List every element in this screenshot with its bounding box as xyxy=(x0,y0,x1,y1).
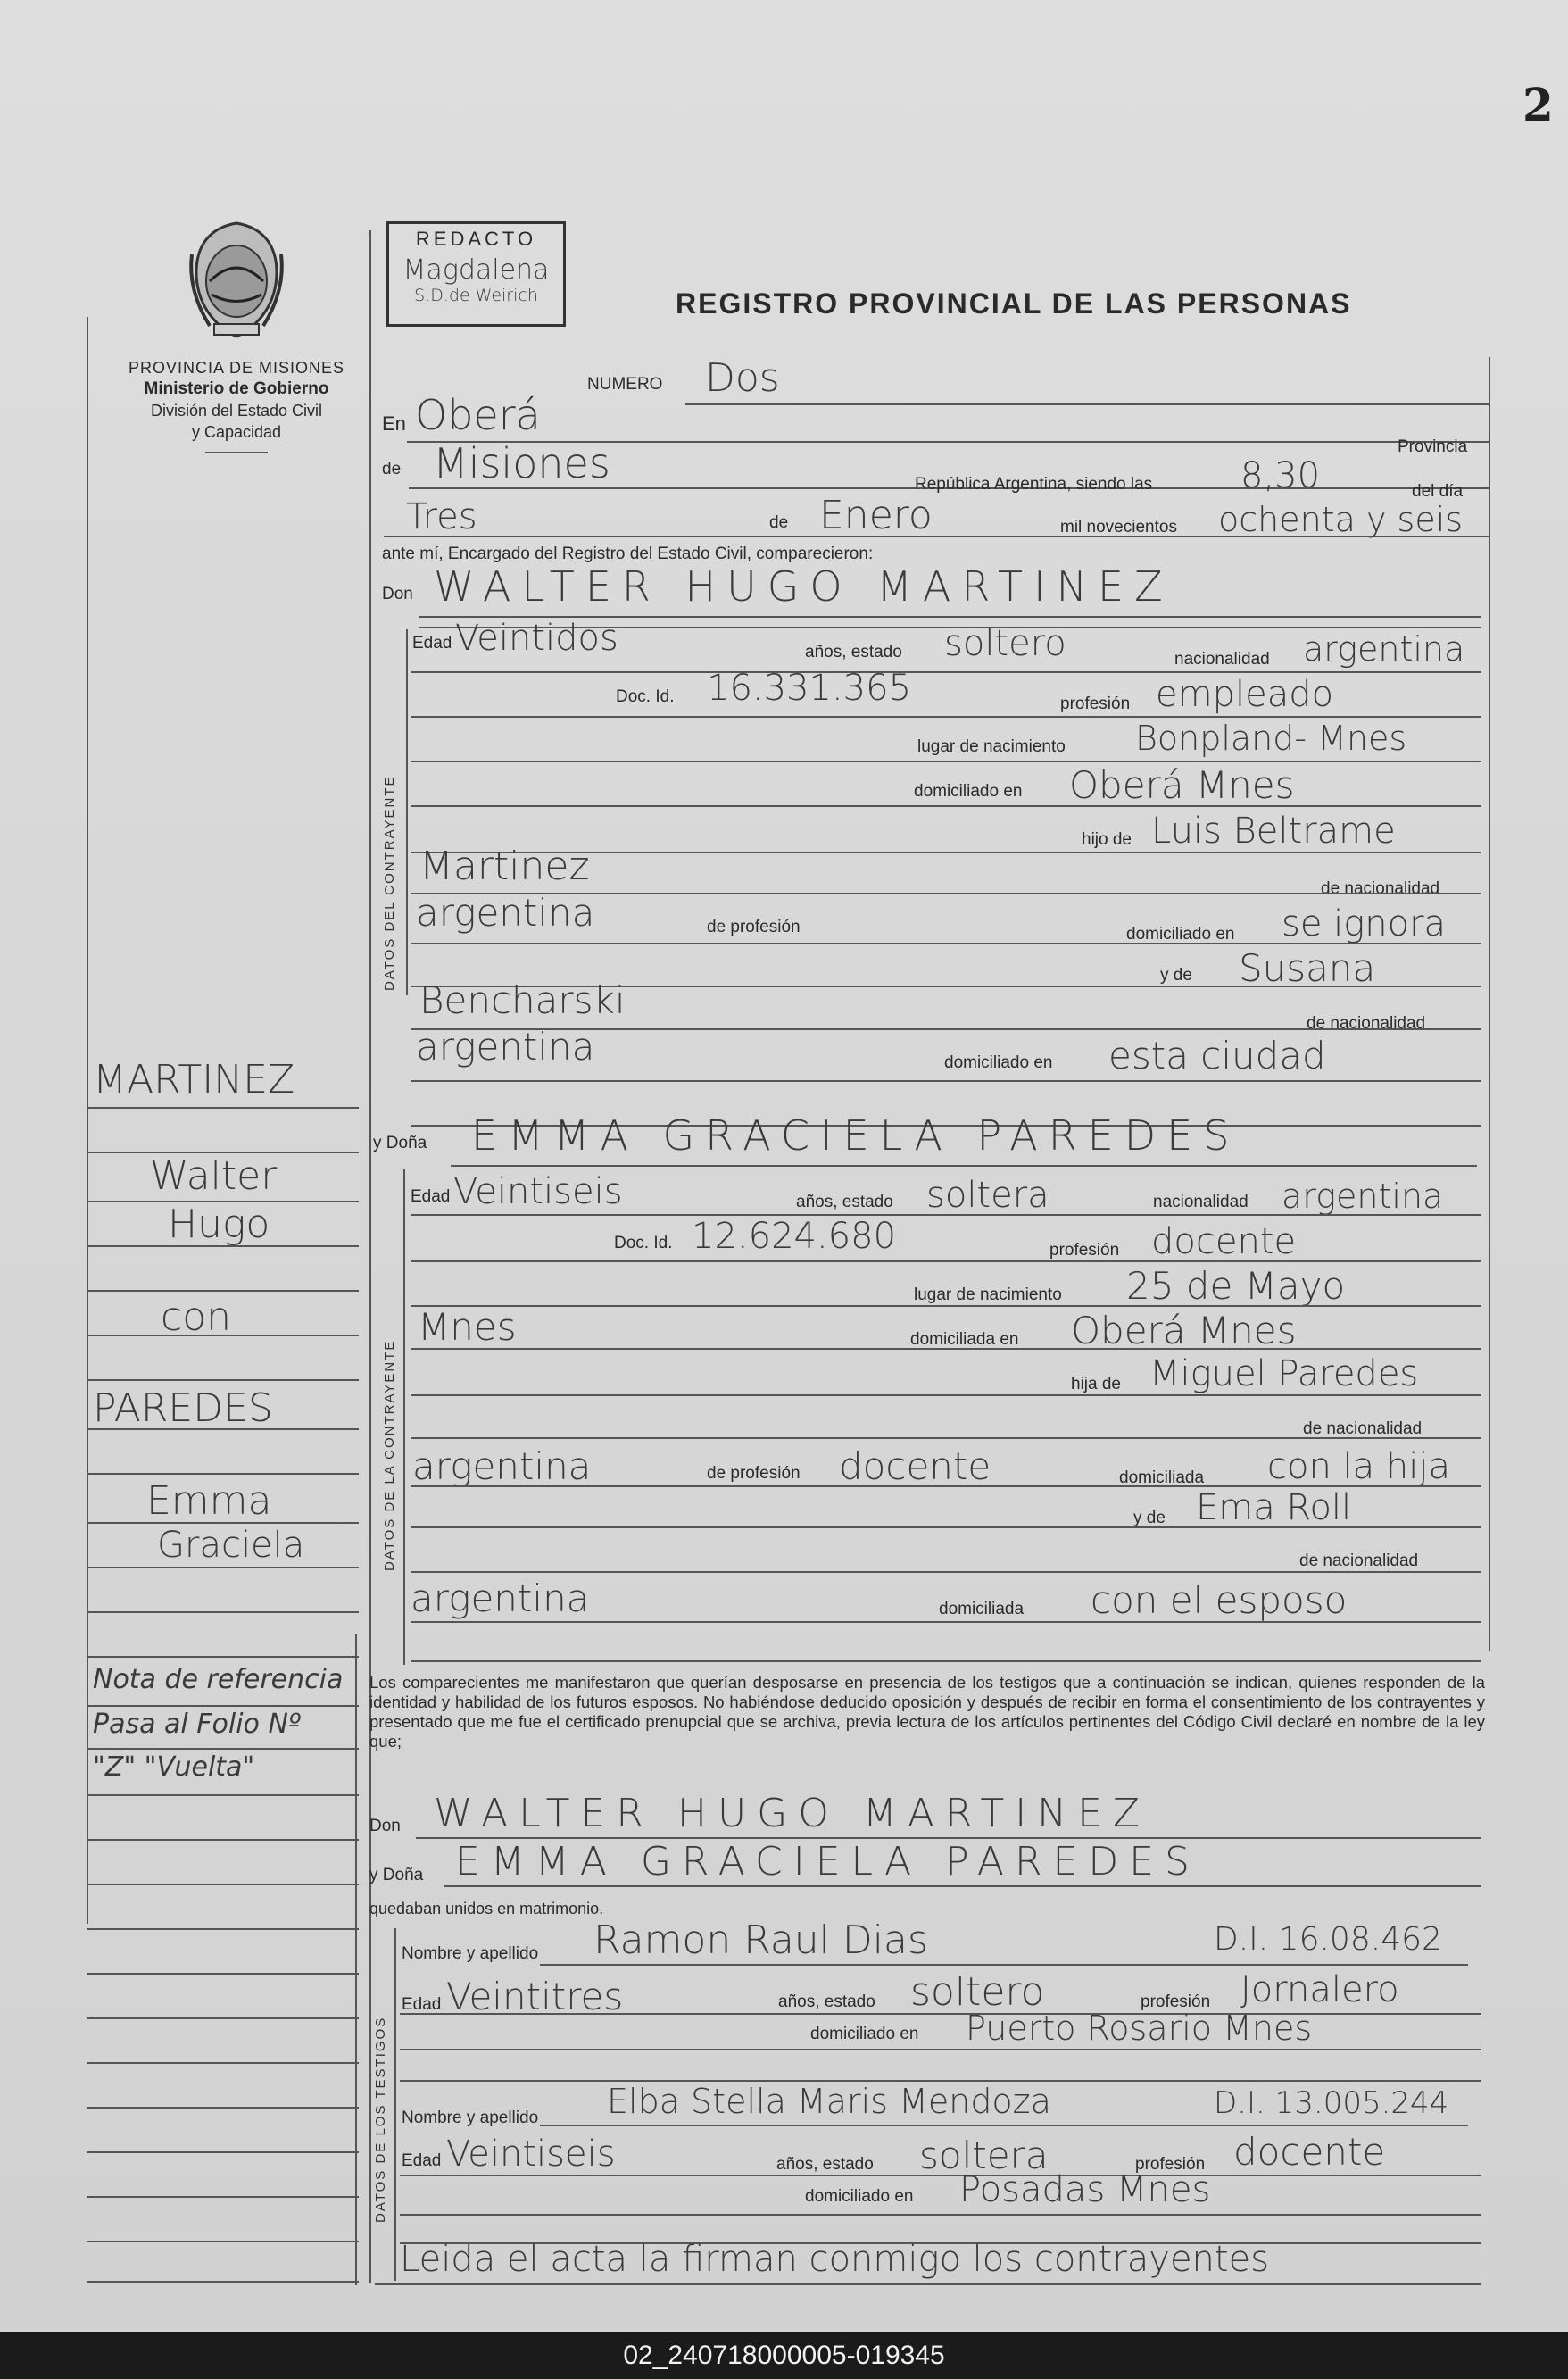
ante-label: ante mí, Encargado del Registro del Estado Civil, comparecieron: xyxy=(382,545,874,563)
contrayenta-de-nacionalidad-label: de nacionalidad xyxy=(1303,1419,1423,1438)
coat-of-arms-emblem xyxy=(183,219,290,344)
numero-value: Dos xyxy=(705,355,780,401)
margin-surname-1: MARTINEZ xyxy=(93,1057,295,1102)
contrayente-hijo-label: hijo de xyxy=(1082,830,1132,849)
anio-value: ochenta y seis xyxy=(1218,500,1464,539)
contrayente-section-label: DATOS DEL CONTRAYENTE xyxy=(382,775,397,991)
document-title: REGISTRO PROVINCIAL DE LAS PERSONAS xyxy=(676,287,1352,320)
contrayenta-domicilio: Oberá Mnes xyxy=(1071,1309,1297,1352)
de-mes-label: de xyxy=(769,513,789,532)
mil-label: mil novecientos xyxy=(1060,518,1177,537)
margin-given-2b: Graciela xyxy=(157,1525,305,1566)
contrayenta-padre-domicilio: con la hija xyxy=(1267,1446,1450,1487)
contrayenta-nacionalidad: argentina xyxy=(1282,1177,1444,1216)
margin-note-1: Nota de referencia xyxy=(93,1664,344,1695)
contrayenta-edad-label: Edad xyxy=(411,1187,451,1206)
margin-note-3: "Z" "Vuelta" xyxy=(93,1751,255,1783)
margin-note-2: Pasa al Folio Nº xyxy=(93,1709,302,1740)
testigo1-nombre: Ramon Raul Dias xyxy=(593,1917,928,1963)
testigo2-doc: D.I. 13.005.244 xyxy=(1214,2085,1449,2121)
testigo2-domicilio-label: domiciliado en xyxy=(805,2187,914,2206)
testigo2-profesion-label: profesión xyxy=(1135,2155,1206,2174)
sidebar-header-line4: y Capacidad xyxy=(191,423,282,441)
contrayenta-edad: Veintiseis xyxy=(453,1171,623,1212)
contrayenta-y-de-label: y de xyxy=(1133,1509,1166,1527)
testigo2-estado: soltera xyxy=(919,2134,1049,2177)
margin-given-2a: Emma xyxy=(146,1478,272,1524)
contrayenta-padre: Miguel Paredes xyxy=(1149,1353,1419,1394)
contrayente-lugar-label: lugar de nacimiento xyxy=(917,737,1066,756)
testigo1-edad-label: Edad xyxy=(402,1995,442,2014)
contrayenta-padre-domicilio-label: domiciliada xyxy=(1119,1468,1205,1487)
del-dia-label: del día xyxy=(1412,482,1464,501)
contrayente-y-de-label: y de xyxy=(1160,966,1192,985)
testigo1-anios-label: años, estado xyxy=(778,1992,875,2011)
contrayenta-lugar-label: lugar de nacimiento xyxy=(914,1285,1062,1304)
testigo1-domicilio: Puerto Rosario Mnes xyxy=(966,2009,1313,2048)
provincia-label: Provincia xyxy=(1398,437,1468,456)
contrayenta-domicilio-label: domiciliada en xyxy=(910,1330,1019,1349)
contrayenta-doc-label: Doc. Id. xyxy=(614,1234,673,1252)
margin-given-1b: Hugo xyxy=(168,1202,270,1247)
contrayente-anios-label: años, estado xyxy=(805,643,902,661)
footer-file-id: 02_240718000005-019345 xyxy=(0,2332,1568,2379)
margin-given-1a: Walter xyxy=(150,1153,278,1199)
contrayenta-section-label: DATOS DE LA CONTRAYENTE xyxy=(382,1339,397,1571)
margin-con: con xyxy=(161,1294,231,1340)
contrayenta-madre-domicilio-label: domiciliada xyxy=(939,1600,1025,1618)
contrayenta-de-profesion-label: de profesión xyxy=(707,1464,801,1483)
testigo1-profesion: Jornalero xyxy=(1240,1969,1399,2010)
contrayenta-madre-nacionalidad-label: de nacionalidad xyxy=(1299,1551,1419,1570)
testigos-section-label: DATOS DE LOS TESTIGOS xyxy=(373,2016,388,2223)
hora-value: 8,30 xyxy=(1240,455,1321,496)
contrayente-padre-2: Martinez xyxy=(419,844,590,889)
de-value: Misiones xyxy=(433,439,610,487)
contrayenta-profesion-label: profesión xyxy=(1049,1241,1120,1260)
testigo2-edad: Veintiseis xyxy=(446,2134,616,2175)
redacto-stamp xyxy=(386,221,566,327)
contrayenta-lugar-1: 25 de Mayo xyxy=(1126,1264,1346,1308)
contrayente-domicilio-label: domiciliado en xyxy=(914,782,1023,801)
contrayente-profesion-label: profesión xyxy=(1060,695,1131,713)
testigo2-domicilio: Posadas Mnes xyxy=(959,2169,1211,2210)
testigo1-doc: D.I. 16.08.462 xyxy=(1214,1921,1442,1958)
union-don-label: Don xyxy=(369,1817,401,1835)
testigo1-domicilio-label: domiciliado en xyxy=(810,2025,919,2043)
union-dona-name: EMMA GRACIELA PAREDES xyxy=(455,1839,1200,1884)
margin-surname-2: PAREDES xyxy=(93,1385,273,1431)
contrayente-nacionalidad: argentina xyxy=(1303,629,1465,669)
stamp-sub: S.D.de Weirich xyxy=(414,286,538,305)
mes-value: Enero xyxy=(819,493,933,538)
contrayenta-lugar-2: Mnes xyxy=(418,1305,517,1349)
stamp-title: REDACTO xyxy=(415,228,537,250)
republica-label: República Argentina, siendo las xyxy=(915,475,1153,494)
contrayente-padre-domicilio: se ignora xyxy=(1282,903,1447,944)
testigo2-nombre: Elba Stella Maris Mendoza xyxy=(607,2082,1051,2121)
contrayenta-madre-domicilio: con el esposo xyxy=(1091,1578,1348,1622)
testigo2-anios-label: años, estado xyxy=(776,2155,874,2174)
dia-value: Tres xyxy=(406,496,477,537)
sidebar-header-line1: PROVINCIA DE MISIONES xyxy=(128,359,345,377)
contrayente-lugar: Bonpland- Mnes xyxy=(1135,719,1407,758)
union-dona-label: y Doña xyxy=(369,1866,424,1884)
contrayente-de-nacionalidad-label: de nacionalidad xyxy=(1321,879,1440,898)
en-value: Oberá xyxy=(415,391,541,439)
contrayente-name: WALTER HUGO MARTINEZ xyxy=(434,562,1174,611)
contrayenta-anios-label: años, estado xyxy=(796,1193,893,1211)
en-label: En xyxy=(382,412,406,435)
contrayente-madre-domicilio: esta ciudad xyxy=(1108,1034,1326,1077)
contrayente-don-label: Don xyxy=(382,585,413,603)
union-don-name: WALTER HUGO MARTINEZ xyxy=(434,1791,1151,1836)
sidebar-header-line2: Ministerio de Gobierno xyxy=(144,379,329,398)
declaration-text: Los comparecientes me manifestaron que querían desposarse en presencia de los testigos que a continuación se indican, quienes responden de la identidad y habilidad de los futuros esposos. No habiéndose deducido oposición y después de recibir en forma el consentimiento de los contrayentes y presentado que me fue el certificado prenupcial que se archiva, previa lectura de los artículos pertinentes del Código Civil declaré en nombre de la ley que; xyxy=(369,1673,1485,1751)
contrayente-madre-2: Bencharski xyxy=(419,978,626,1022)
testigo2-edad-label: Edad xyxy=(402,2151,442,2170)
contrayenta-nacionalidad-label: nacionalidad xyxy=(1153,1193,1249,1211)
testigo1-edad: Veintitres xyxy=(446,1975,624,2018)
numero-label: NUMERO xyxy=(587,375,663,394)
testigo2-nombre-label: Nombre y apellido xyxy=(402,2109,539,2127)
sidebar-header xyxy=(89,357,384,453)
contrayenta-dona-label: y Doña xyxy=(373,1134,427,1152)
closing-text: Leida el acta la firman conmigo los contrayentes xyxy=(400,2239,1270,2280)
de-label: de xyxy=(382,460,402,478)
page-number: 2 xyxy=(1522,79,1554,131)
contrayente-edad-label: Edad xyxy=(412,634,452,653)
contrayenta-madre-nacionalidad: argentina xyxy=(411,1576,590,1620)
contrayenta-profesion: docente xyxy=(1151,1221,1297,1262)
testigo1-estado: soltero xyxy=(910,1969,1045,2015)
union-quedaban-label: quedaban unidos en matrimonio. xyxy=(369,1900,604,1917)
contrayente-padre-1: Luis Beltrame xyxy=(1151,811,1396,852)
contrayente-doc-label: Doc. Id. xyxy=(616,687,675,706)
contrayente-edad: Veintidos xyxy=(455,618,618,659)
contrayente-domicilio: Oberá Mnes xyxy=(1069,763,1295,807)
stamp-name: Magdalena xyxy=(402,254,550,286)
contrayente-nacionalidad-label: nacionalidad xyxy=(1174,650,1270,669)
contrayente-profesion: empleado xyxy=(1156,674,1334,715)
contrayenta-name: EMMA GRACIELA PAREDES xyxy=(471,1111,1240,1160)
testigo1-profesion-label: profesión xyxy=(1141,1992,1211,2011)
contrayenta-hija-label: hija de xyxy=(1071,1375,1121,1393)
contrayente-de-profesion-label: de profesión xyxy=(707,918,801,936)
sidebar-header-line3: División del Estado Civil xyxy=(150,402,323,420)
contrayenta-madre: Ema Roll xyxy=(1196,1487,1352,1528)
contrayente-estado: soltero xyxy=(944,623,1066,664)
contrayente-madre-nacionalidad: argentina xyxy=(416,1025,595,1069)
contrayenta-estado: soltera xyxy=(926,1175,1049,1216)
contrayente-madre-1: Susana xyxy=(1239,946,1376,990)
contrayenta-padre-profesion: docente xyxy=(839,1444,991,1488)
contrayenta-doc: 12.624.680 xyxy=(692,1216,897,1257)
contrayente-madre-nacionalidad-label: de nacionalidad xyxy=(1307,1014,1426,1033)
contrayente-padre-nacionalidad: argentina xyxy=(416,891,595,935)
contrayente-doc: 16.331.365 xyxy=(707,668,912,709)
contrayenta-padre-nacionalidad: argentina xyxy=(412,1444,592,1488)
testigo1-nombre-label: Nombre y apellido xyxy=(402,1944,539,1963)
contrayente-madre-domicilio-label: domiciliado en xyxy=(944,1053,1053,1072)
contrayente-padre-domicilio-label: domiciliado en xyxy=(1126,925,1235,944)
testigo2-profesion: docente xyxy=(1233,2130,1386,2174)
